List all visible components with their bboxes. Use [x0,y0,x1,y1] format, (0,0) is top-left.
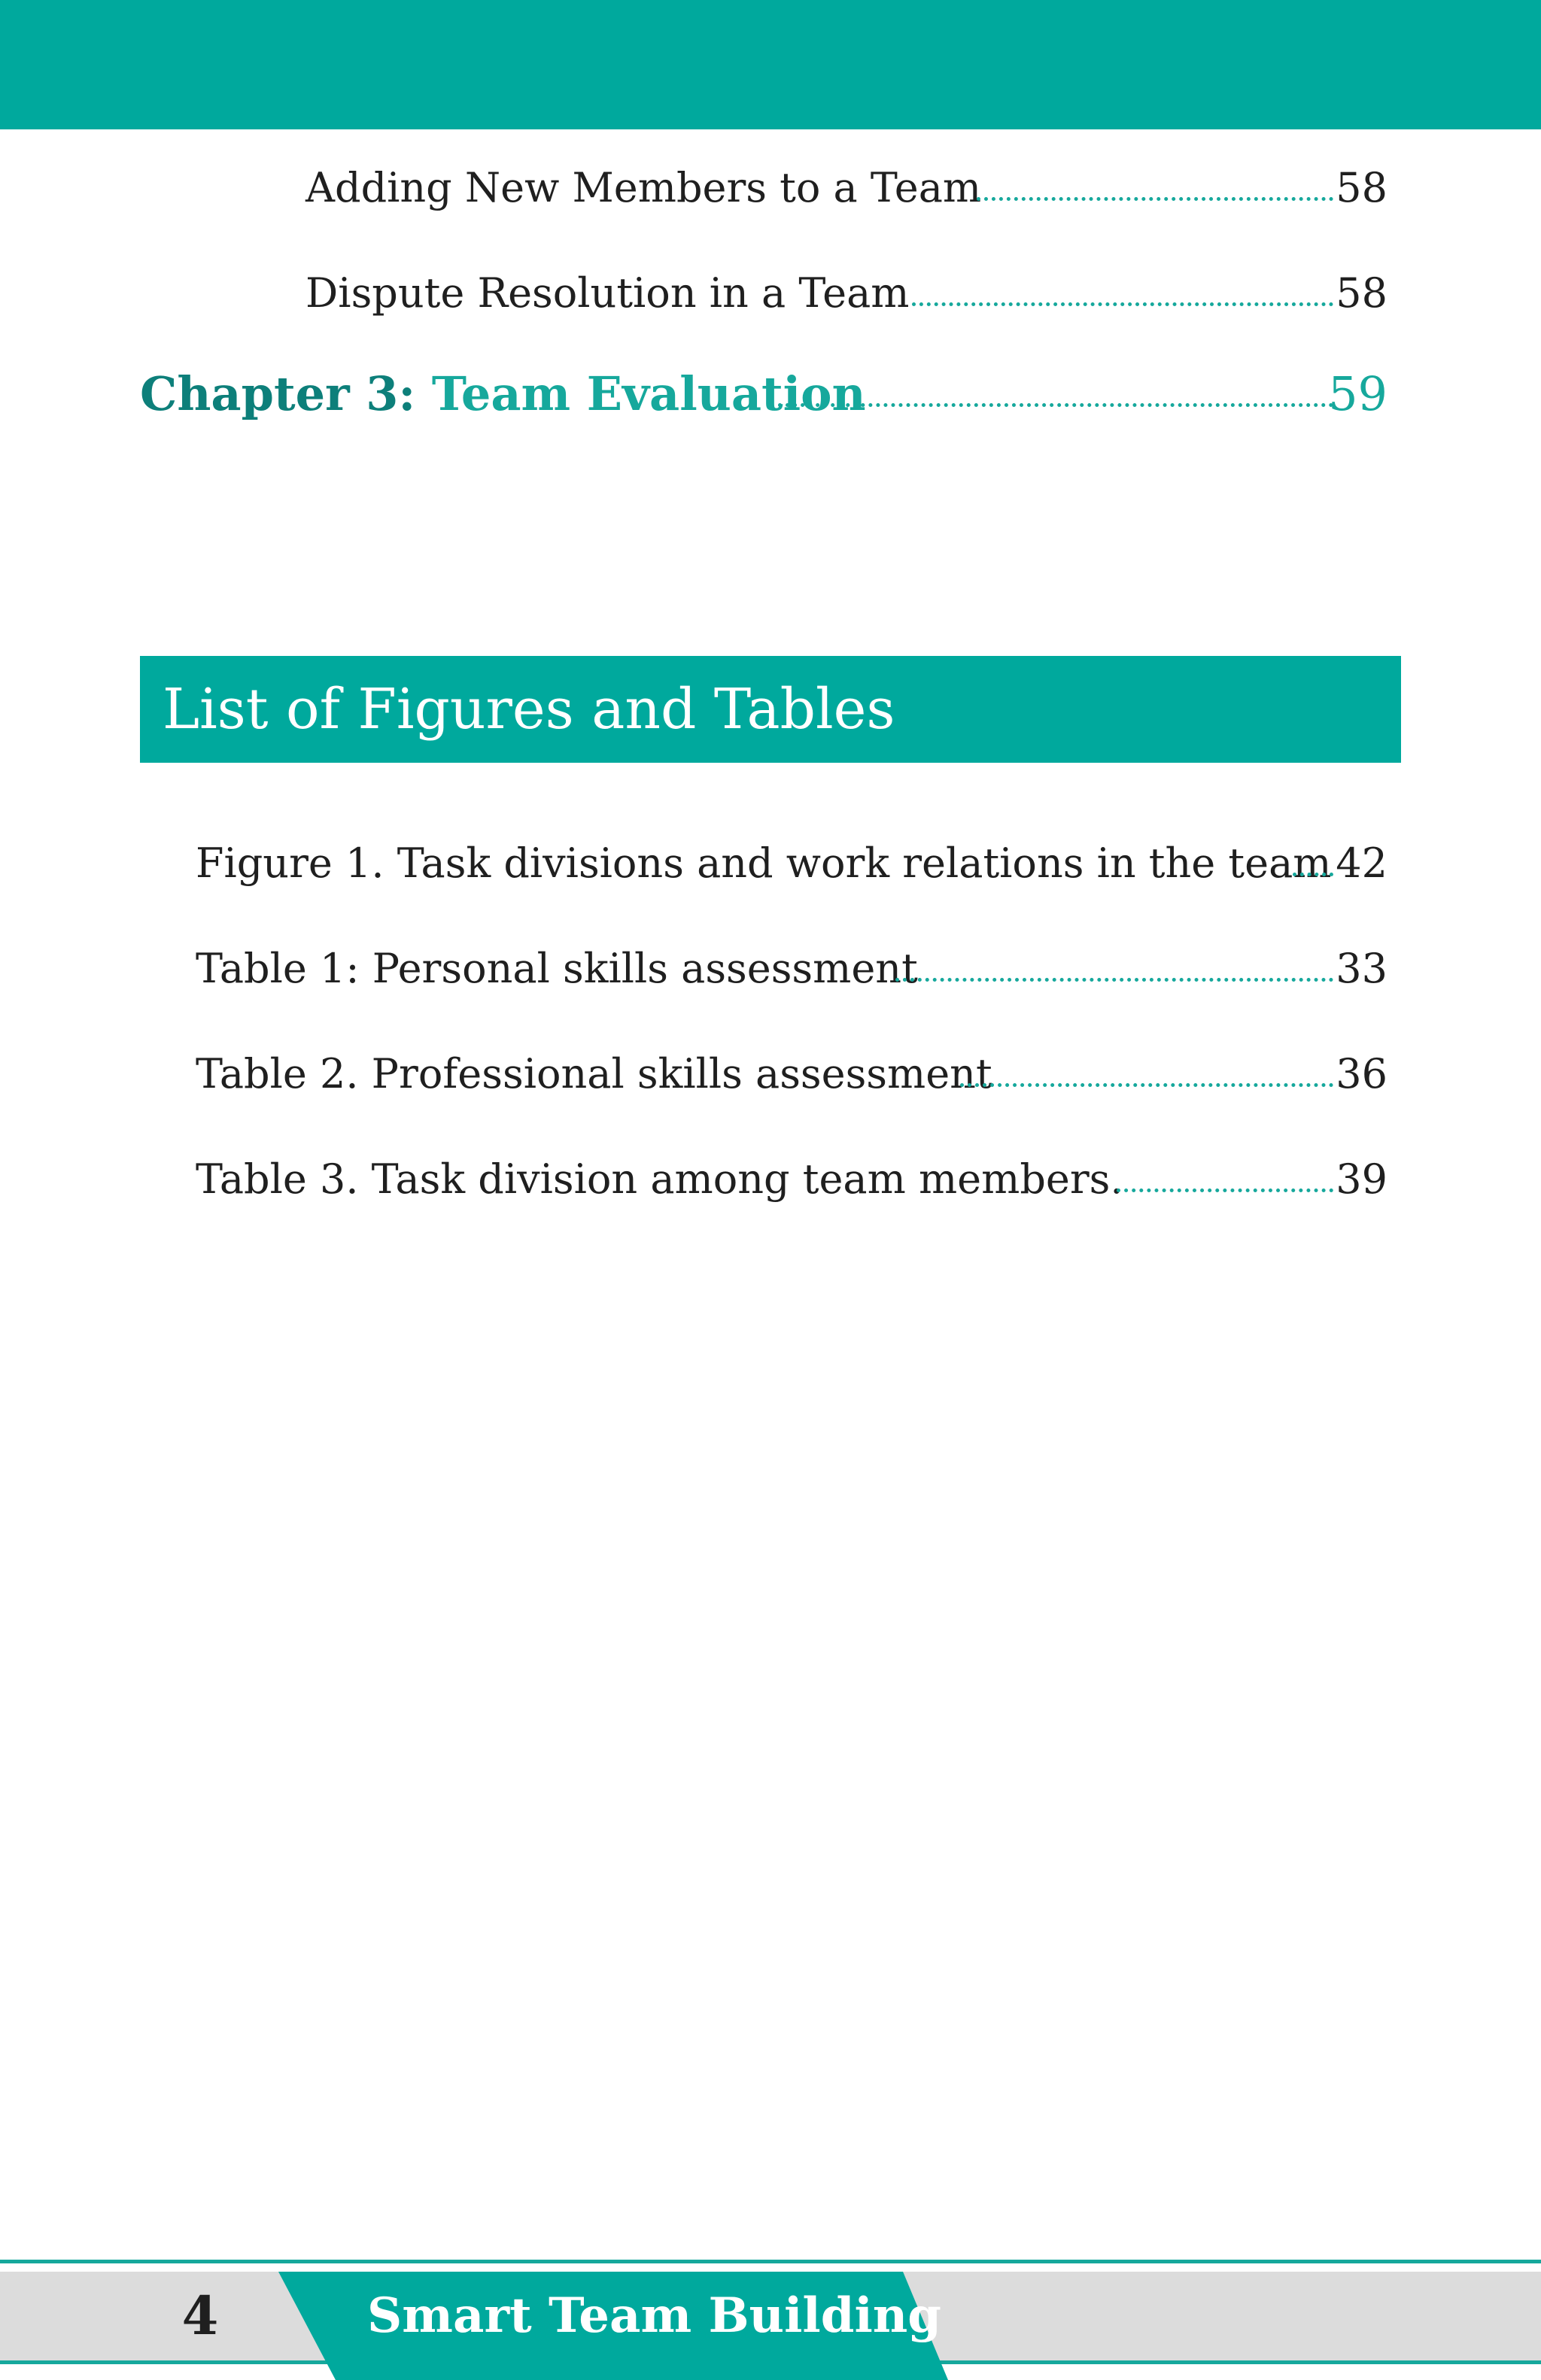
dot-leader [960,1083,1333,1087]
figure-entry-label: Table 3. Task division among team members. [196,1155,1123,1203]
toc-entry[interactable] [0,263,1541,323]
chapter-heading [140,364,866,424]
figure-entry-label: Table 1: Personal skills assessment [196,945,918,992]
toc-entry-page: 58 [1336,269,1388,317]
figure-entry-page: 42 [1336,839,1388,887]
toc-entry-label: Dispute Resolution in a Team [305,269,910,317]
dot-leader [977,197,1333,201]
figure-entry-label: Table 2. Professional skills assessment [196,1050,992,1097]
figure-entry[interactable] [0,1149,1541,1210]
toc-entry[interactable] [0,158,1541,218]
section-title: List of Figures and Tables [163,677,895,742]
dot-leader [912,302,1333,306]
figure-entry[interactable] [0,1044,1541,1104]
chapter-number: Chapter 3: [140,366,416,421]
page-number: 4 [181,2284,219,2347]
toc-entry-label: Adding New Members to a Team [305,164,982,211]
chapter-title: Team Evaluation [431,366,866,421]
figure-entry[interactable] [0,939,1541,999]
figure-entry-page: 39 [1336,1155,1388,1203]
book-title: Smart Team Building [367,2287,942,2344]
figure-entry-label: Figure 1. Task divisions and work relations in the team [196,839,1332,887]
list-of-figures-banner [140,656,1401,763]
dot-leader [1293,873,1333,876]
chapter-page: 59 [1328,366,1388,421]
dot-leader [895,978,1333,982]
figure-entry-page: 33 [1336,945,1388,992]
figure-entry[interactable] [0,833,1541,894]
dot-leader [778,403,1333,407]
toc-entry-page: 58 [1336,164,1388,211]
header-band [0,0,1541,129]
footer-rule-top [0,2260,1541,2263]
dot-leader [1117,1188,1333,1192]
toc-chapter-entry[interactable] [0,364,1541,424]
figure-entry-page: 36 [1336,1050,1388,1097]
